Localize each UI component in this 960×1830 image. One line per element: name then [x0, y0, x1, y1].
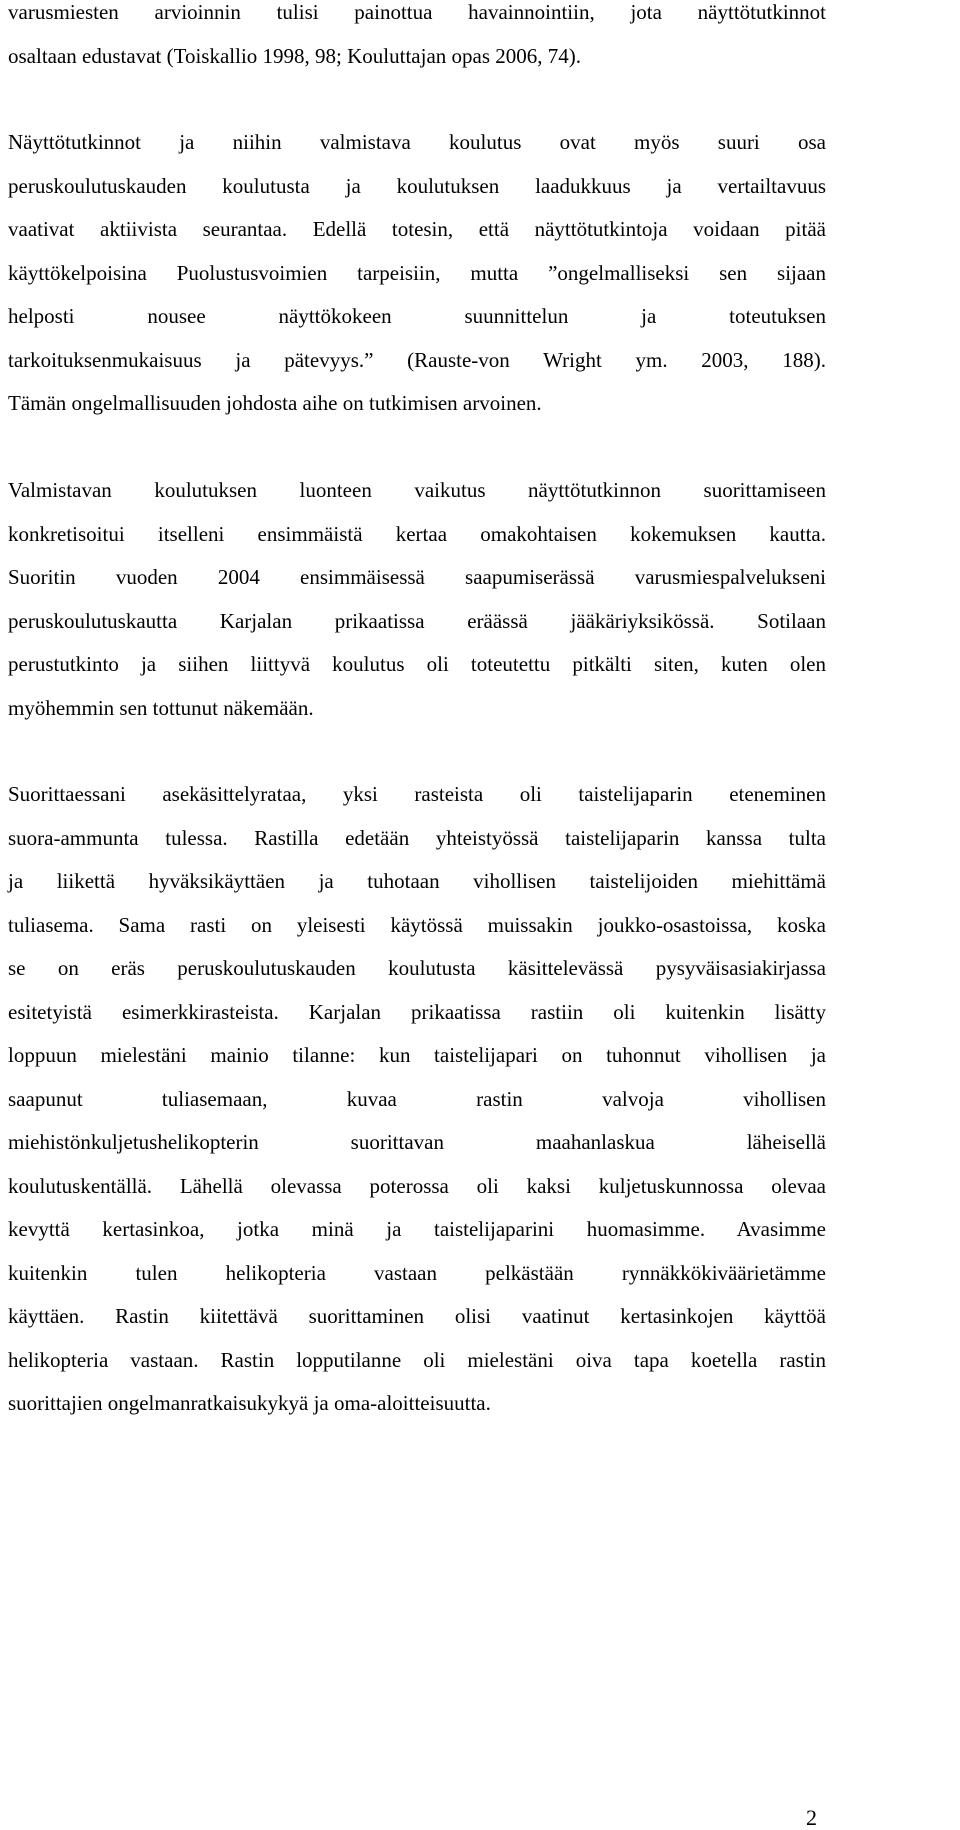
text-line: koulutuskentällä. Lähellä olevassa poterossa oli kaksi kuljetuskunnossa olevaa	[8, 1173, 826, 1198]
text-line: saapunut tuliasemaan, kuvaa rastin valvoja vihollisen	[8, 1086, 826, 1111]
page-number: 2	[806, 1805, 817, 1830]
text-line: varusmiesten arvioinnin tulisi painottua havainnointiin, jota näyttötutkinnot	[8, 0, 826, 24]
text-line: konkretisoitui itselleni ensimmäistä kertaa omakohtaisen kokemuksen kautta.	[8, 521, 826, 546]
text-line: peruskoulutuskauden koulutusta ja koulutuksen laadukkuus ja vertailtavuus	[8, 173, 826, 198]
text-line: vaativat aktiivista seurantaa. Edellä totesin, että näyttötutkintoja voidaan pitää	[8, 217, 826, 241]
text-line: Suorittaessani asekäsittelyrataa, yksi rasteista oli taistelijaparin eteneminen	[8, 782, 826, 806]
paragraph-3	[8, 469, 826, 730]
text-line: kuitenkin tulen helikopteria vastaan pelkästään rynnäkkökiväärietämme	[8, 1260, 826, 1285]
text-line: kevyttä kertasinkoa, jotka minä ja taistelijaparini huomasimme. Avasimme	[8, 1217, 826, 1241]
paragraph-2	[8, 121, 826, 426]
text-line: esitetyistä esimerkkirasteista. Karjalan prikaatissa rastiin oli kuitenkin lisätty	[8, 999, 826, 1024]
text-line: helposti nousee näyttökokeen suunnittelun ja toteutuksen	[8, 304, 826, 328]
paragraph-1	[8, 0, 826, 78]
text-line: käyttäen. Rastin kiitettävä suorittaminen olisi vaatinut kertasinkojen käyttöä	[8, 1304, 826, 1328]
text-line: Näyttötutkinnot ja niihin valmistava koulutus ovat myös suuri osa	[8, 130, 826, 154]
text-line: Suoritin vuoden 2004 ensimmäisessä saapumiserässä varusmiespalvelukseni	[8, 565, 826, 589]
text-line: Tämän ongelmallisuuden johdosta aihe on tutkimisen arvoinen.	[8, 391, 542, 415]
text-line: loppuun mielestäni mainio tilanne: kun taistelijapari on tuhonnut vihollisen ja	[8, 1043, 826, 1067]
text-line: miehistönkuljetushelikopterin suorittavan maahanlaskua läheisellä	[8, 1130, 826, 1154]
text-line: ja liikettä hyväksikäyttäen ja tuhotaan vihollisen taistelijoiden miehittämä	[8, 869, 826, 893]
paragraph-4	[8, 773, 826, 1426]
text-line: se on eräs peruskoulutuskauden koulutusta käsittelevässä pysyväisasiakirjassa	[8, 956, 826, 980]
text-line: perustutkinto ja siihen liittyvä koulutus oli toteutettu pitkälti siten, kuten olen	[8, 652, 826, 676]
text-line: helikopteria vastaan. Rastin lopputilanne oli mielestäni oiva tapa koetella rastin	[8, 1347, 826, 1372]
text-line: osaltaan edustavat (Toiskallio 1998, 98; Kouluttajan opas 2006, 74).	[8, 43, 582, 68]
text-line: suorittajien ongelmanratkaisukykyä ja oma-aloitteisuutta.	[8, 1391, 491, 1415]
text-line: peruskoulutuskautta Karjalan prikaatissa eräässä jääkäriyksikössä. Sotilaan	[8, 608, 826, 633]
text-line: tarkoituksenmukaisuus ja pätevyys.” (Rauste-von Wright ym. 2003, 188).	[8, 347, 826, 372]
text-line: myöhemmin sen tottunut näkemään.	[8, 695, 314, 720]
text-line: Valmistavan koulutuksen luonteen vaikutus näyttötutkinnon suorittamiseen	[8, 478, 826, 502]
text-line: suora-ammunta tulessa. Rastilla edetään yhteistyössä taistelijaparin kanssa tulta	[8, 825, 826, 850]
text-line: käyttökelpoisina Puolustusvoimien tarpeisiin, mutta ”ongelmalliseksi sen sijaan	[8, 260, 826, 285]
text-line: tuliasema. Sama rasti on yleisesti käytössä muissakin joukko-osastoissa, koska	[8, 912, 826, 937]
